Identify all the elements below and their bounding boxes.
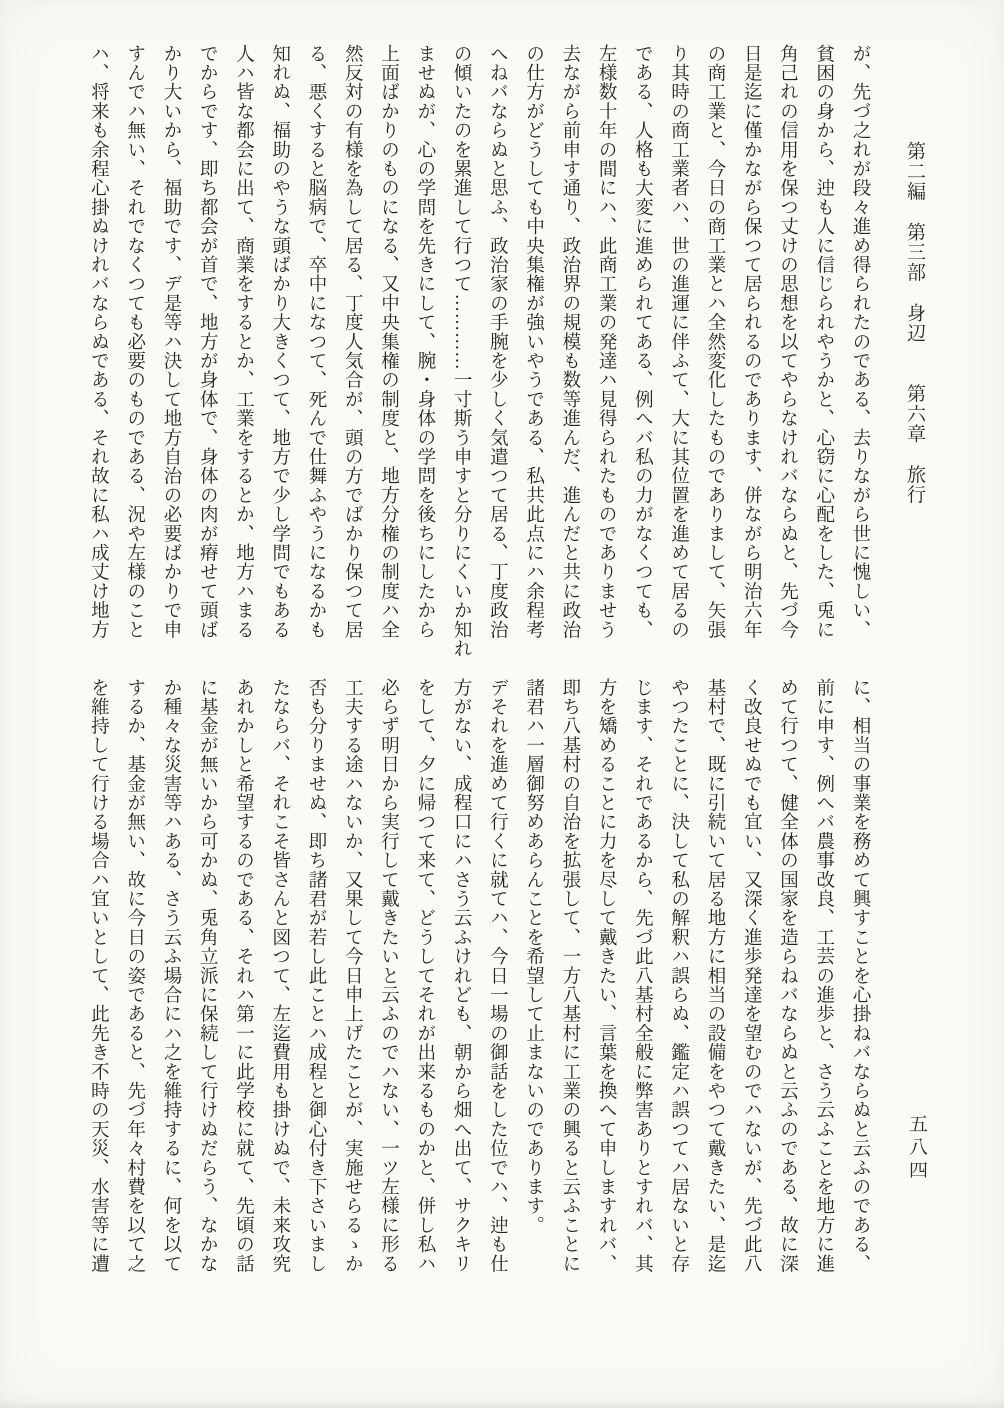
text-column: かり大いから、福助です、デ是等ハ決して地方自治の必要ばかりで申 — [160, 44, 181, 640]
text-column: じます、それであるから、先づ此八基村全般に弊害ありとすれバ、其 — [632, 678, 653, 1274]
text-block-top — [80, 44, 878, 668]
running-head: 第二編 第三部 身辺 第六章 旅行 — [904, 141, 925, 505]
text-column: すんでハ無い、それでなくつても必要のものである、況や左様のこと — [124, 44, 145, 640]
text-column: 否も分りませぬ、即ち諸君が若し此ことハ成程と御心付き下さいまし — [306, 678, 327, 1274]
text-column: でからです、即ち都会が首で、地方が身体で、身体の肉が瘠せて頭ば — [197, 44, 218, 640]
text-column: 去ながら前申す通り、政治界の規模も数等進んだ、進んだと共に政治 — [559, 44, 580, 640]
text-column: 左様数十年の間にハ、此商工業の発達ハ見得られたものでありませう — [596, 44, 617, 640]
text-column: の傾いたのを累進して行つて…………一寸斯う申すと分りにくいか知れ — [451, 44, 472, 659]
text-column: が、先づ之れが段々進め得られたのである、去りながら世に愧しい、 — [850, 44, 870, 640]
text-column: く改良せぬでも宜い、又深く進歩発達を望むのでハないが、先づ此八 — [741, 678, 762, 1274]
text-column: ませぬが、心の学問を先きにして、腕・身体の学問を後ちにしたから — [414, 44, 435, 640]
text-column: 日是迄に僅かながら保つて居られるのであります、併ながら明治六年 — [741, 44, 762, 640]
text-column: の商工業と、今日の商工業とハ全然変化したものでありまして、矢張 — [704, 44, 725, 640]
text-column: 知れぬ、福助のやうな頭ばかり大きくつて、地方で少し学問でもある — [269, 44, 290, 640]
text-column: 然反対の有様を為して居る、丁度人気合が、頭の方でばかり保つて居 — [342, 44, 363, 640]
text-column: の仕方がどうしても中央集権が強いやうである、私共此点にハ余程考 — [523, 44, 544, 640]
text-column: めて行つて、健全体の国家を造らねバならぬと云ふのである、故に深 — [777, 678, 798, 1274]
text-column: 方がない、成程口にハさう云ふけれども、朝から畑へ出て、サクキリ — [451, 678, 472, 1274]
page-number: 五八四 — [906, 1114, 927, 1183]
text-column: に、相当の事業を務めて興すことを心掛ねバならぬと云ふのである、 — [850, 678, 870, 1274]
text-column: 角己れの信用を保つ丈けの思想を以てやらなけれバならぬと、先づ今 — [777, 44, 798, 640]
text-column: を維持して行ける場合ハ宜いとして、此先き不時の天災、水害等に遭 — [88, 678, 109, 1274]
text-column: 基村で、既に引続いて居る地方に相当の設備をやつて戴きたい、是迄 — [704, 678, 725, 1274]
text-column: へねバならぬと思ふ、政治家の手腕を少しく気遣つて居る、丁度政治 — [487, 44, 508, 640]
text-column: あれかしと希望するのである、それハ第一に此学校に就て、先頃の話 — [233, 678, 254, 1274]
scan-edge-shadow — [0, 1400, 1004, 1408]
text-column: 工夫する途ハないか、又果して今日申上げたことが、実施せらるゝか — [342, 678, 363, 1274]
text-column: か種々な災害等ハある、さう云ふ場合にハ之を維持するに、何を以て — [160, 678, 181, 1274]
text-column: 前に申す、例へバ農事改良、工芸の進歩と、さう云ふことを地方に進 — [813, 678, 834, 1274]
text-column: に基金が無いから可かぬ、兎角立派に保続して行けぬだらう、なかな — [197, 678, 218, 1274]
text-column: 諸君ハ一層御努めあらんことを希望して止まないのであります。 — [523, 678, 544, 1235]
text-column: である、人格も大変に進められてある、例へバ私の力がなくつても、 — [632, 44, 653, 640]
text-column: 人ハ皆な都会に出て、商業をするとか、工業をするとか、地方ハまる — [233, 44, 254, 640]
text-column: り其時の商工業者ハ、世の進運に伴ふて、大に其位置を進めて居るの — [668, 44, 689, 640]
text-column: 方を矯めることに力を尽して戴きたい、言葉を換へて申しますれバ、 — [596, 678, 617, 1274]
text-column: ハ、将来も余程心掛ぬけれバならぬである、それ故に私ハ成丈け地方 — [88, 44, 109, 640]
text-column: る、悪くすると脳病で、卒中になつて、死んで仕舞ふやうになるかも — [306, 44, 327, 640]
text-column: 即ち八基村の自治を拡張して、一方八基村に工業の興ると云ふことに — [559, 678, 580, 1274]
text-column: たならバ、それこそ皆さんと図つて、左迄費用も掛けぬで、未来攻究 — [269, 678, 290, 1274]
text-column: 貧困の身から、迚も人に信じられやうかと、心窃に心配をした、兎に — [813, 44, 834, 640]
text-column: 必らず明日から実行して戴きたいと云ふのでハない、一ツ左様に形る — [378, 678, 399, 1274]
text-column: 上面ばかりのものになる、又中央集権の制度と、地方分権の制度ハ全 — [378, 44, 399, 640]
text-column: をして、夕に帰つて来て、どうしてそれが出来るものかと、併し私ハ — [414, 678, 435, 1274]
text-column: デそれを進めて行くに就てハ、今日一場の御話をした位でハ、迚も仕 — [487, 678, 508, 1274]
text-column: するか、基金が無い、故に今日の姿であると、先づ年々村費を以て之 — [124, 678, 145, 1274]
text-block-bottom — [80, 678, 878, 1302]
text-column: やつたことに、決して私の解釈ハ誤らぬ、鑑定ハ誤つてハ居ないと存 — [668, 678, 689, 1274]
